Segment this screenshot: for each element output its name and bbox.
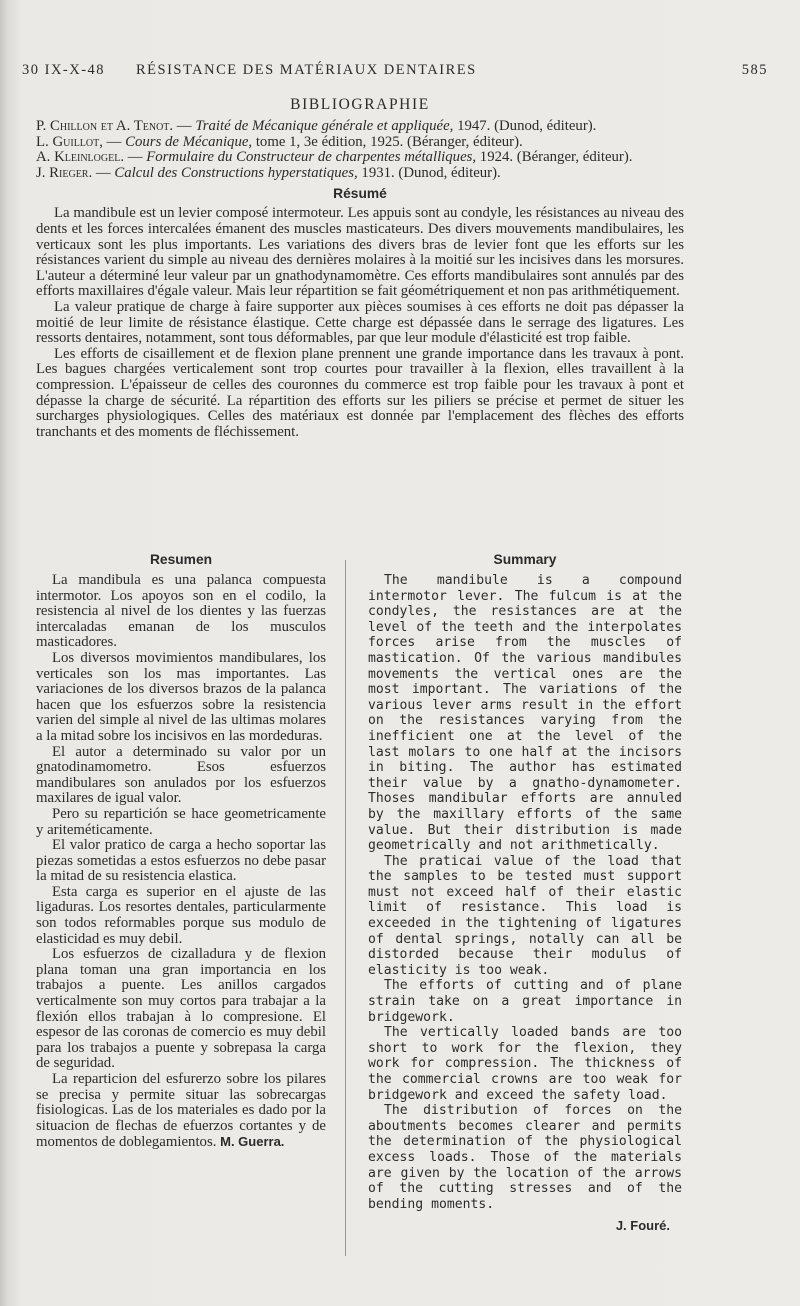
entry-initial: P. <box>36 118 47 134</box>
resumen-paragraph: El autor a determinado su valor por un gnatodinamometro. Esos esfuerzos mandibulares son anulados por los esfuerzos maxilares de igual valor. <box>36 743 326 807</box>
bibliography-entry <box>36 135 684 151</box>
resumen-paragraph: Los diversos movimientos mandibulares, los verticales son los mas importantes. Las variaciones de los diversos brazos de la palanca hacen que los esfuerzos sobre la resistencia varien del simple al nivel de las ultimas molares a la mitad sobre los incisivos en las mordeduras. <box>36 649 326 744</box>
summary-column <box>368 552 682 1233</box>
resumen-last-text: La reparticion del esfurerzo sobre los pilares se precisa y permite situar las sobrecargas fisiologicas. Las de los materiales es dado por la situacion de flechas de efuerzos cortantes y de momentos de doblegamientos. <box>36 1071 326 1151</box>
page-header <box>22 62 768 84</box>
summary-paragraph: The vertically loaded bands are too short to work for the flexion, they work for compression. The thickness of the commercial crowns are too weak for bridgework and exceed the safety load. <box>368 1025 682 1103</box>
summary-paragraph: The praticai value of the load that the samples to be tested must support must not exceed half of their elastic limit of resistance. This load is exceeded in the tightening of ligatures of dental springs, notally can all be distorded because their modulus of elasticity is too weak. <box>368 853 682 978</box>
running-title: RÉSISTANCE DES MATÉRIAUX DENTAIRES <box>136 62 477 78</box>
resumen-paragraph: Pero su repartición se hace geometricamente y ariteméticamente. <box>36 805 326 838</box>
bibliography-entry <box>36 150 684 166</box>
resumen-paragraph: La mandibula es una palanca compuesta intermotor. Los apoyos son en el codilo, la resistencia al nivel de los dientes y las fuerzas intercaladas emanan de los musculos masticadores. <box>36 572 326 651</box>
resume-paragraph: Les efforts de cisaillement et de flexion plane prennent une grande importance dans les travaux à pont. Les bagues chargées verticalement sont trop courtes pour travailler à la flexion, elles travaillent à la compression. L'épaisseur de celles des couronnes du commerce est trop faible pour les travaux à pont et dépasse la charge de sécurité. La répartition des efforts sur les piliers se précise et permet de situer les surcharges physiologiques. Celles des matériaux est donnée par l'emplacement des flèches des efforts tranchants et des moments de fléchissement. <box>36 345 684 440</box>
entry-author: Kleinlogel. <box>54 149 125 166</box>
bibliography-entry <box>36 119 684 135</box>
entry-work: Calcul des Constructions hyperstatiques, <box>114 164 358 181</box>
resume-section <box>36 206 684 440</box>
page-number: 585 <box>741 62 768 78</box>
entry-initial: L. <box>36 133 49 150</box>
main-content <box>36 96 684 440</box>
summary-title: Summary <box>493 552 557 567</box>
entry-details: 1924. (Béranger, éditeur). <box>476 149 633 166</box>
resumen-column <box>36 552 326 1151</box>
entry-work: Formulaire du Constructeur de charpentes métalliques, <box>146 149 477 166</box>
resumen-paragraph <box>36 1072 326 1151</box>
bibliography-title: BIBLIOGRAPHIE <box>290 96 430 113</box>
entry-author: Guillot, <box>52 133 103 150</box>
entry-separator: — <box>92 164 115 181</box>
entry-work: Traité de Mécanique générale et appliquée, <box>195 118 454 134</box>
entry-separator: — <box>124 149 147 166</box>
entry-details: 1947. (Dunod, éditeur). <box>453 118 597 134</box>
summary-paragraph: The efforts of cutting and of plane strain take on a great importance in bridgework. <box>368 978 682 1025</box>
column-divider <box>345 560 346 1256</box>
resumen-signature: M. Guerra. <box>220 1134 285 1150</box>
summary-signature: J. Fouré. <box>615 1218 670 1234</box>
summary-paragraph: The mandibule is a compound intermotor lever. The fulcum is at the condyles, the resistances are at the level of the teeth and the interpolates forces arise from the muscles of mastication. Of the various mandibules movements the vertical ones are the most important. The variations of the various lever arms result in the effort on the resistances varying from the inefficient one at the level of the last molars to one half at the incisors in biting. The author has estimated their value by a gnatho-dynamometer. Thoses mandibular efforts are annuled by the maxillary efforts of the same value. But their distribution is made geometrically and not arithmetically. <box>368 573 682 854</box>
entry-initial: A. <box>36 149 51 166</box>
entry-work: Cours de Mécanique, <box>125 133 253 150</box>
two-column-abstracts <box>36 552 688 1262</box>
bibliography-entry <box>36 166 684 182</box>
summary-paragraph: The distribution of forces on the aboutments becomes clearer and permits the determination of the physiological excess loads. Those of the materials are given by the location of the arrows of the cutting stresses and of the bending moments. <box>368 1103 682 1212</box>
entry-author: Chillon et A. Tenot. <box>50 118 174 134</box>
entry-details: 1931. (Dunod, éditeur). <box>357 164 501 181</box>
entry-initial: J. <box>36 164 46 181</box>
resume-title: Résumé <box>333 186 387 202</box>
resume-paragraph: La mandibule est un levier composé intermoteur. Les appuis sont au condyle, les résistances au niveau des dents et les forces intercalées émanent des muscles masticateurs. Des divers mouvements mandibulaires, les verticaux sont les plus importants. Les variations des divers bras de levier font que les efforts sur les résistances varient du simple au niveau des dernières molaires à la moitié sur les incisives dans les morsures. L'auteur a déterminé leur valeur par un gnathodynamomètre. Ces efforts mandibulaires sont annulés par des efforts maxillaires d'égale valeur. Mais leur répartition se fait géométriquement et non pas arithmétiquement. <box>36 205 684 300</box>
page-label: 30 IX-X-48 <box>22 62 106 78</box>
resumen-paragraph: Los esfuerzos de cizalladura y de flexion plana toman una gran importancia en los trabajos a puente. Les anillos cargados verticalmente son muy cortos para trabajar a la flexión ellos trabajan à lo compresione. El espesor de las coronas de comercio es muy debil para los trabajos a puente y sobrepasa la carga de seguridad. <box>36 946 326 1072</box>
resume-paragraph: La valeur pratique de charge à faire supporter aux pièces soumises à ces efforts ne doit pas dépasser la moitié de leur limite de résistance élastique. Cette charge est dépassée dans le serrage des ligatures. Les ressorts dentaires, notamment, sont tous déformables, par que leur module d'élasticité est trop faible. <box>36 298 684 347</box>
entry-author: Rieger. <box>49 164 93 181</box>
bibliography-list <box>36 119 684 181</box>
entry-separator: — <box>173 118 196 134</box>
entry-separator: — <box>102 133 126 150</box>
resumen-paragraph: Esta carga es superior en el ajuste de las ligaduras. Los resortes dentales, particularmente son todos reformables porque sus modulo de elasticidad es muy debil. <box>36 883 326 947</box>
resumen-paragraph: El valor pratico de carga a hecho soportar las piezas sometidas a estos esfuerzos no debe pasar la mitad de su resistencia elastica. <box>36 837 326 885</box>
resumen-title: Resumen <box>149 552 213 567</box>
entry-details: tome 1, 3e édition, 1925. (Béranger, éditeur). <box>252 133 523 150</box>
